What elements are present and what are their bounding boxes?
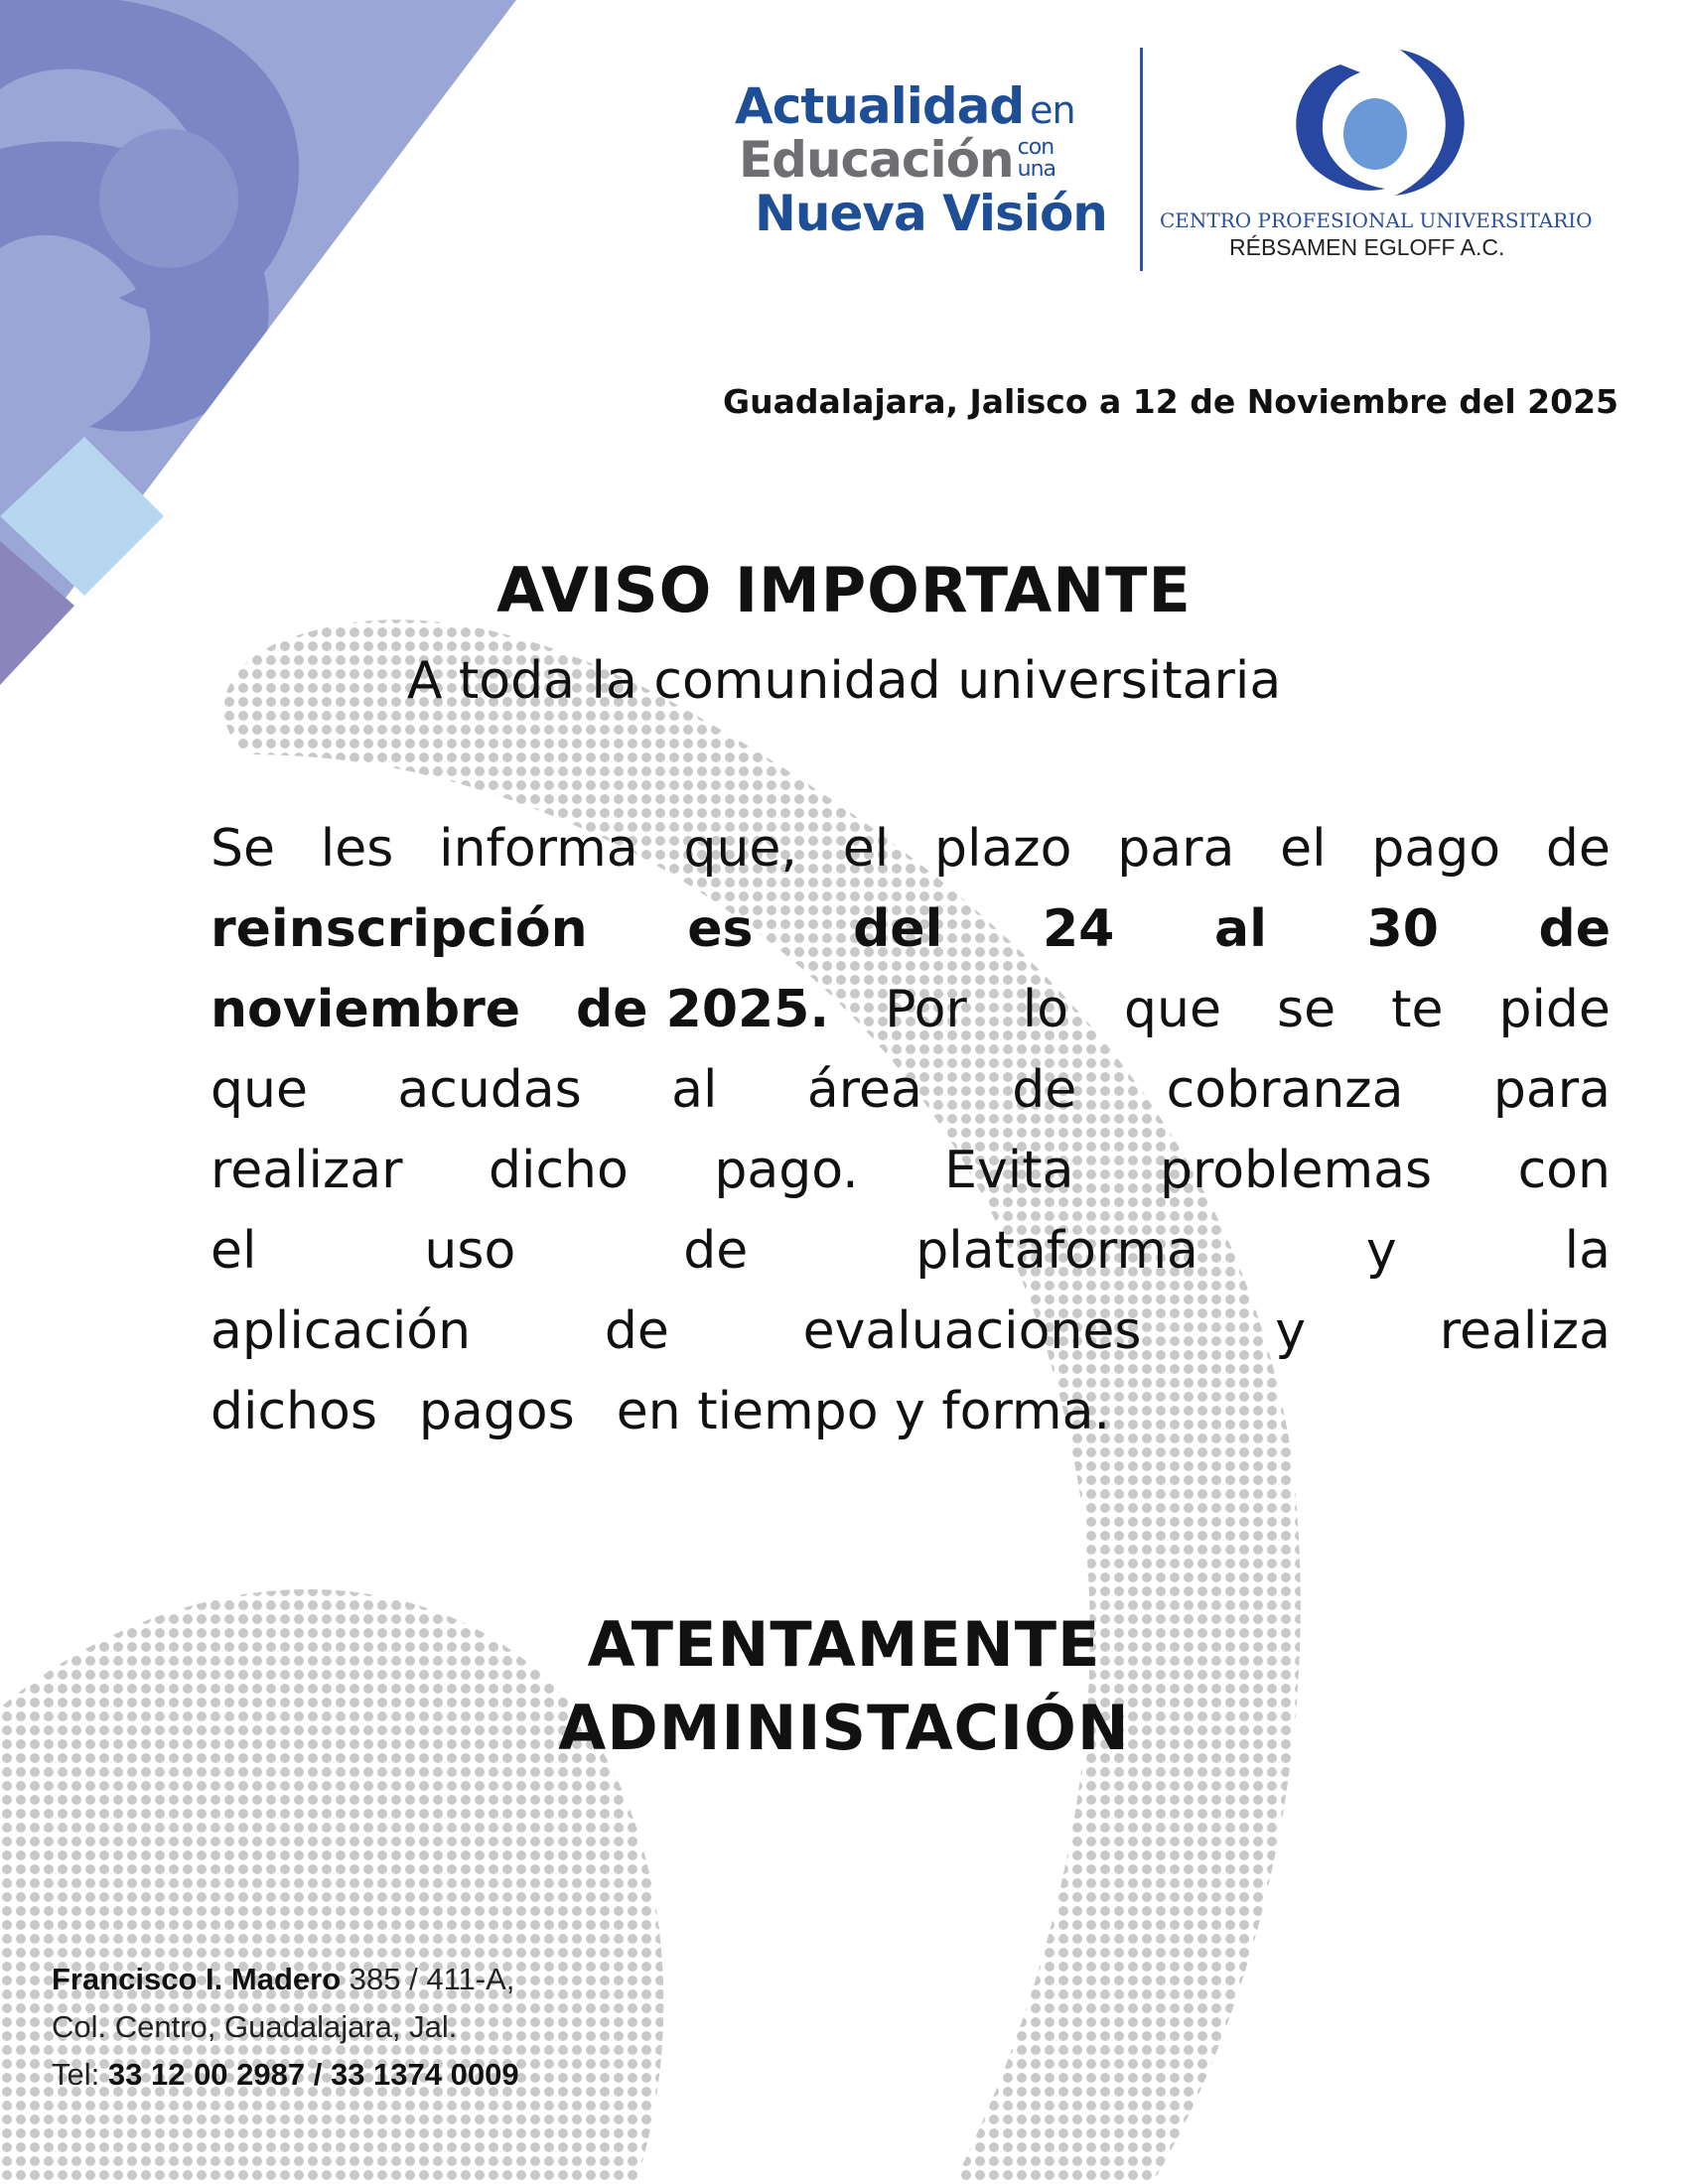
body-word: pagos	[418, 1382, 575, 1441]
brand-line2: Educación	[739, 131, 1014, 189]
body-word: de 2025.	[576, 980, 830, 1039]
brand-line1: Actualidad	[735, 77, 1025, 135]
body-word: para	[1117, 819, 1235, 879]
place-date: Guadalajara, Jalisco a 12 de Noviembre del 2025	[723, 382, 1618, 421]
body-word: te	[1391, 980, 1444, 1039]
body-word: dicho	[489, 1141, 629, 1200]
signature-department: ADMINISTACIÓN	[558, 1692, 1130, 1764]
body-word: realizar	[211, 1141, 403, 1200]
body-word: que	[1124, 980, 1222, 1039]
institution-name-line2: RÉBSAMEN EGLOFF A.C.	[1229, 234, 1505, 260]
body-word: el	[211, 1221, 257, 1281]
body-word: pide	[1498, 980, 1611, 1039]
notice-subtitle: A toda la comunidad universitaria	[406, 651, 1282, 711]
institution-name-line1: CENTRO PROFESIONAL UNIVERSITARIO	[1160, 208, 1593, 232]
body-word: de	[683, 1221, 749, 1281]
body-word: de	[1545, 819, 1611, 879]
body-word: pago	[1371, 819, 1501, 879]
body-word: de	[1538, 899, 1611, 959]
body-line	[211, 1372, 1611, 1452]
body-line	[211, 1292, 1611, 1372]
body-word: que	[211, 1060, 308, 1120]
body-line	[211, 1050, 1611, 1131]
body-word: la	[1564, 1221, 1611, 1281]
body-word: Por	[885, 980, 967, 1039]
body-word: en tiempo y forma.	[616, 1382, 1110, 1441]
address-colony: Col. Centro, Guadalajara, Jal.	[52, 2009, 458, 2044]
body-word: pago.	[714, 1141, 859, 1200]
body-word: de	[604, 1301, 669, 1361]
body-word: Evita	[944, 1141, 1074, 1200]
body-word: plataforma	[915, 1221, 1198, 1281]
body-word: al	[671, 1060, 718, 1120]
body-word: reinscripción	[211, 899, 588, 959]
body-word: se	[1277, 980, 1336, 1039]
body-word: es	[687, 899, 754, 959]
body-word: dichos	[211, 1382, 377, 1441]
body-word: uso	[424, 1221, 516, 1281]
body-word: del	[853, 899, 943, 959]
body-word: y	[1365, 1221, 1397, 1281]
institution-logo-icon	[1281, 45, 1475, 204]
body-line	[211, 889, 1611, 970]
body-word: al	[1213, 899, 1267, 959]
body-word: el	[1280, 819, 1327, 879]
address-street: Francisco I. Madero 385 / 411-A,	[52, 1962, 515, 1996]
body-word: cobranza	[1166, 1060, 1404, 1120]
body-word: problemas	[1159, 1141, 1433, 1200]
body-word: les	[320, 819, 394, 879]
body-word: lo	[1022, 980, 1069, 1039]
body-word: plazo	[933, 819, 1072, 879]
signature-closing: ATENTAMENTE	[587, 1608, 1101, 1681]
body-line	[211, 1131, 1611, 1211]
body-word: Se	[211, 819, 275, 879]
body-word: evaluaciones	[802, 1301, 1142, 1361]
address-block	[52, 1956, 519, 2099]
body-word: 30	[1366, 899, 1439, 959]
notice-body	[211, 809, 1611, 1452]
body-word: realiza	[1439, 1301, 1611, 1361]
body-word: informa	[439, 819, 638, 879]
body-line	[211, 970, 1611, 1050]
brand-line2-suffix-2: una	[1017, 157, 1056, 182]
brand-line2-suffix-1: con	[1017, 135, 1055, 160]
body-word: para	[1492, 1060, 1611, 1120]
brand-line3: Nueva Visión	[755, 185, 1107, 242]
body-word: que,	[683, 819, 797, 879]
body-word: acudas	[397, 1060, 582, 1120]
address-phone: Tel: 33 12 00 2987 / 33 1374 0009	[52, 2057, 519, 2092]
body-word: 24	[1043, 899, 1115, 959]
body-word: de	[1012, 1060, 1077, 1120]
body-line	[211, 1211, 1611, 1292]
notice-title: AVISO IMPORTANTE	[496, 554, 1192, 626]
body-line	[211, 809, 1611, 889]
body-word: y	[1275, 1301, 1306, 1361]
header-divider	[1140, 48, 1143, 271]
body-word: con	[1517, 1141, 1611, 1200]
body-word: noviembre	[211, 980, 521, 1039]
body-word: área	[806, 1060, 922, 1120]
body-word: el	[842, 819, 890, 879]
brand-line1-suffix: en	[1030, 88, 1075, 132]
body-word: aplicación	[211, 1301, 472, 1361]
